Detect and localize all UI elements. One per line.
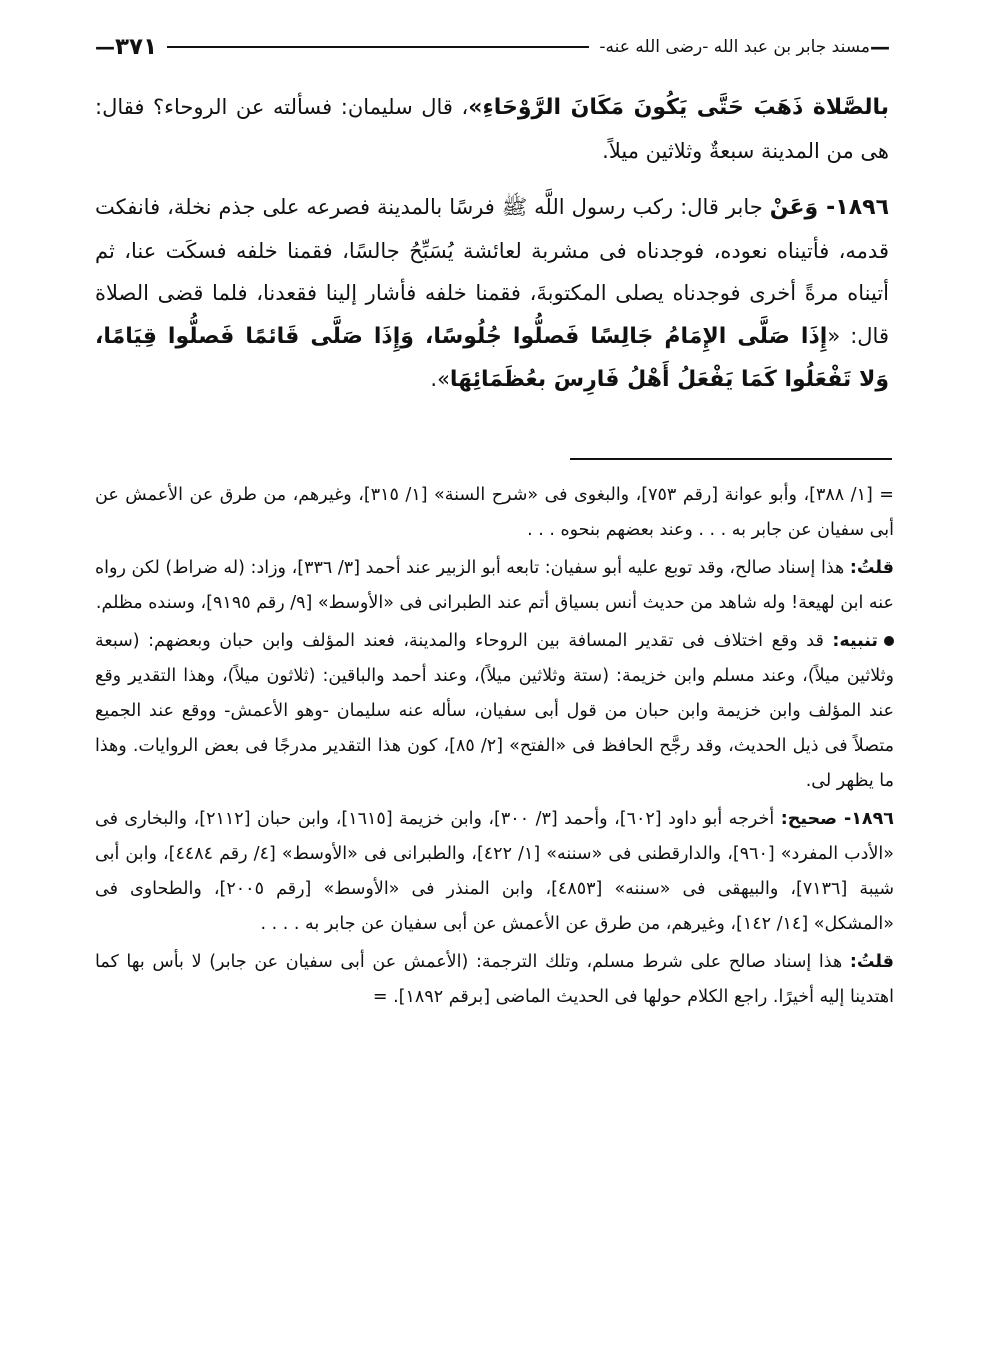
footnote-comment xyxy=(95,551,894,621)
hadith-text-2: إِذَا صَلَّى الإِمَامُ جَالِسًا فَصلُّوا جُلُوسًا، وَإِذَا صَلَّى قَائمًا فَصلُّوا قِيَامًا، وَلا تَفْعَلُوا كَمَا يَفْعَلُ أَهْلُ فَارِسَ بعُظَمَائِهَا xyxy=(95,323,889,392)
footnote-final-comment xyxy=(95,945,894,1015)
header-rule xyxy=(167,46,589,48)
header-dash-end: — xyxy=(95,35,115,59)
header-dash: — xyxy=(870,35,890,59)
hadith-text-1: بالصَّلاة ذَهَبَ حَتَّى يَكُونَ مَكَانَ الرَّوْحَاءِ» xyxy=(468,95,889,120)
footnote-1896 xyxy=(95,802,894,942)
final-comment-text: هذا إسناد صالح على شرط مسلم، وتلك الترجمة: (الأعمش عن أبى سفيان عن جابر) لا بأس بها كما اهتدينا إليه أخيرًا. راجع الكلام حولها فى الحديث الماضى [برقم ١٨٩٢]. = xyxy=(95,952,894,1007)
note-label: تنبيه: xyxy=(832,631,878,651)
paragraph-1896 xyxy=(95,186,889,402)
paragraph-1-text: ، قال سليمان: فسألته عن الروحاء؟ فقال: هى من المدينة سبعةٌ وثلاثين ميلاً. xyxy=(95,95,889,163)
bullet-icon xyxy=(884,636,894,646)
note-text: قد وقع اختلاف فى تقدير المسافة بين الروحاء والمدينة، فعند المؤلف وابن حبان وبعضهم: (سبعة وثلاثين ميلاً)، وعند مسلم وابن خزيمة: (ستة وثلاثين ميلاً)، وعند أحمد والباقين: (ثلاثون ميلاً)، وهذا التقدير وقع عند المؤلف وابن خزيمة وابن حبان من قول أبى سفيان، سأله عنه سليمان -وهو الأعمش- ووقع عند الجميع متصلاً فى ذيل الحديث، وقد رجَّح الحافظ فى «الفتح» [٢/ ٨٥]، كون هذا التقدير مدرجًا فى بعض الروايات. وهذا ما يظهر لى. xyxy=(95,631,894,791)
running-header xyxy=(95,30,890,64)
footnote-1896-label: ١٨٩٦- صحيح: xyxy=(780,809,894,829)
footnote-continuation: = [١/ ٣٨٨]، وأبو عوانة [رقم ٧٥٣]، والبغوى فى «شرح السنة» [١/ ٣١٥]، وغيرهم، من طرق عن الأعمش عن أبى سفيان عن جابر به . . . وعند بعضهم بنحوه . . . xyxy=(95,485,894,540)
footnote-note xyxy=(95,624,894,799)
final-comment-label: قلتُ: xyxy=(849,952,894,972)
footnote-1896-text: أخرجه أبو داود [٦٠٢]، وأحمد [٣/ ٣٠٠]، وابن خزيمة [١٦١٥]، وابن حبان [٢١١٢]، والبخارى فى «الأدب المفرد» [٩٦٠]، والدارقطنى فى «سننه» [١/ ٤٢٢]، والطبرانى فى «الأوسط» [٤/ رقم ٤٤٨٤]، وابن أبى شيبة [٧١٣٦]، والبيهقى فى «سننه» [٤٨٥٣]، وابن المنذر فى «الأوسط» [رقم ٢٠٠٥]، والطحاوى فى «المشكل» [١٤/ ١٤٢]، وغيرهم، من طرق عن الأعمش عن أبى سفيان عن جابر به . . . . xyxy=(95,809,895,934)
footnotes xyxy=(95,478,894,1015)
hadith-close: ». xyxy=(430,367,450,391)
page-number: ٣٧١ xyxy=(115,34,158,60)
running-title: مسند جابر بن عبد الله -رضى الله عنه- xyxy=(599,37,870,57)
footnote-divider xyxy=(570,458,892,460)
paragraph-1896-text: جابر قال: ركب رسول اللَّه ﷺ فرسًا بالمدينة فصرعه على جذم نخلة، فانفكت قدمه، فأتيناه نعوده، فوجدناه فى مشربة لعائشة يُسَبِّحُ جالسًا، فقمنا خلفه فسكَت عنا، ثم أتيناه مرةً أخرى فوجدناه يصلى المكتوبةَ، فقمنا خلفه فأشار إلينا فقعدنا، فلما قضى الصلاة قال: « xyxy=(95,195,889,348)
comment-text: هذا إسناد صالح، وقد توبع عليه أبو سفيان: تابعه أبو الزبير عند أحمد [٣/ ٣٣٦]، وزاد: (له ضراط) لكن رواه عنه ابن لهيعة! وله شاهد من حديث أنس بسياق أتم عند الطبرانى فى «الأوسط» [٩/ رقم ٩١٩٥]، وسنده مظلم. xyxy=(95,558,894,613)
comment-label: قلتُ: xyxy=(849,558,894,578)
paragraph-1 xyxy=(95,86,889,172)
hadith-number: ١٨٩٦- وَعَنْ xyxy=(769,195,889,220)
main-text xyxy=(95,86,889,402)
